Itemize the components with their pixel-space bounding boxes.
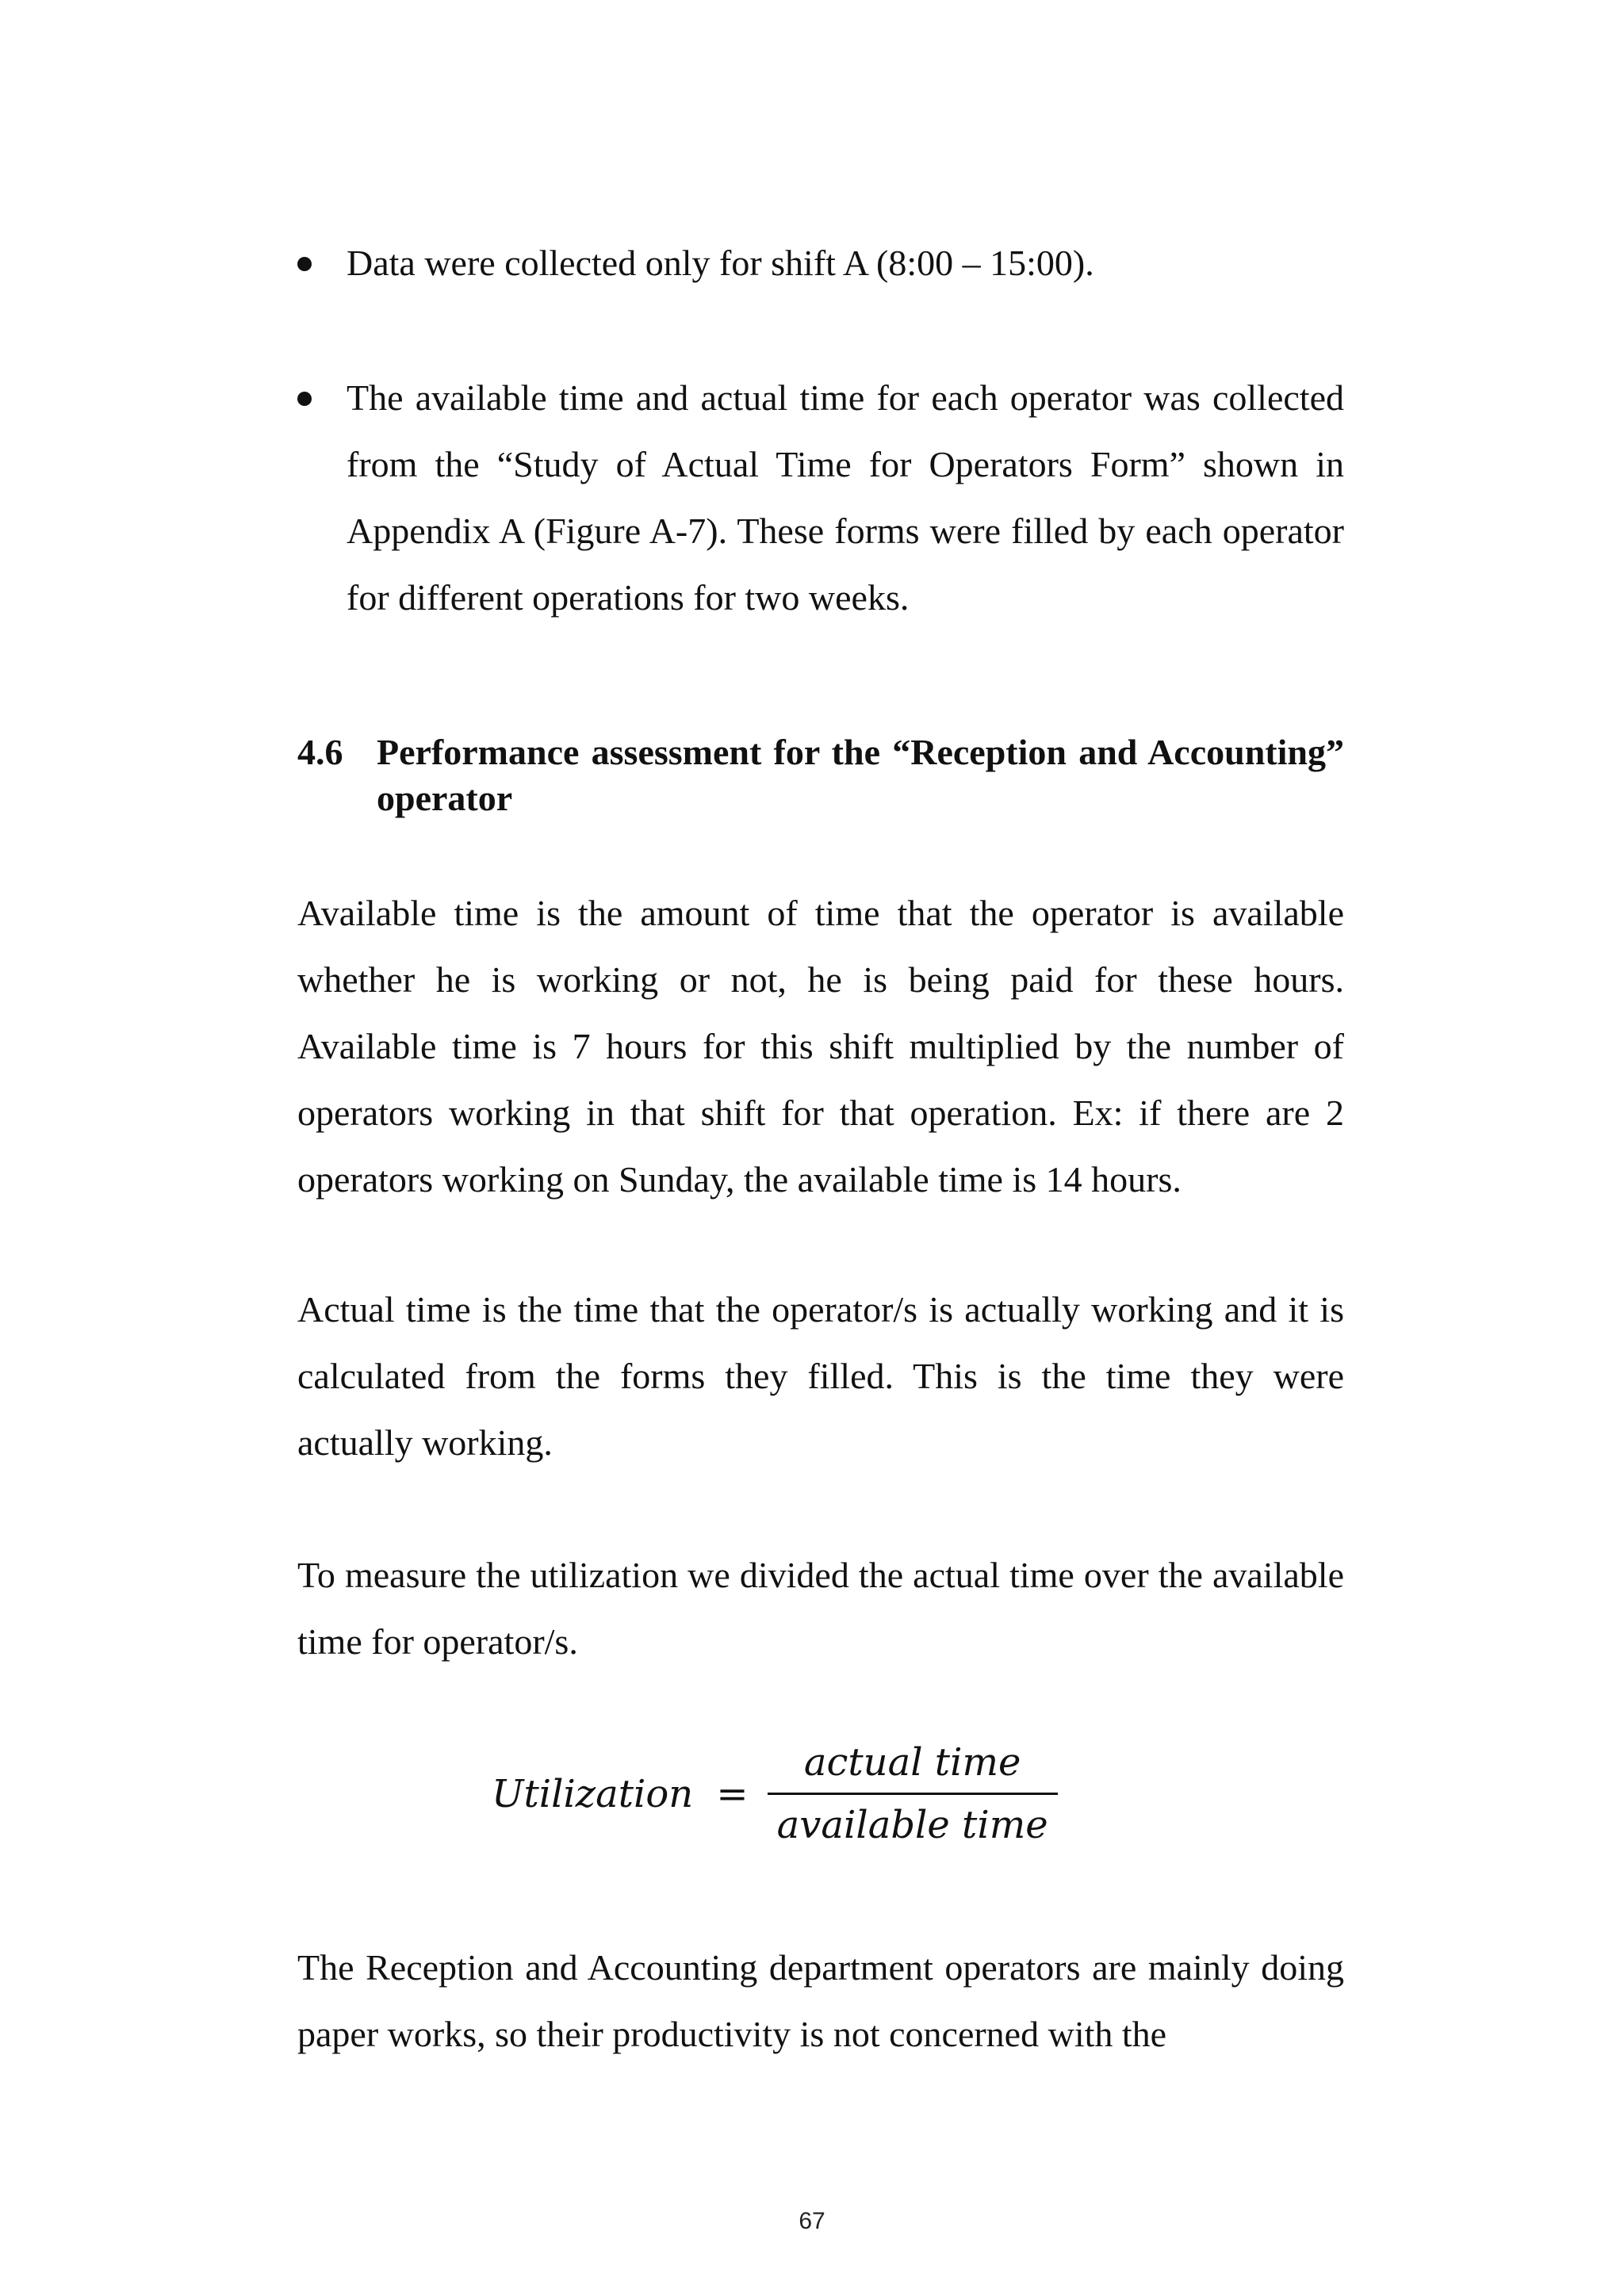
equation-operator: = bbox=[716, 1771, 749, 1816]
bullet-item bbox=[297, 365, 1344, 631]
bullet-item bbox=[297, 230, 1344, 297]
utilization-equation bbox=[492, 1740, 1058, 1847]
equation-numerator: actual time bbox=[803, 1740, 1021, 1785]
bullet-dot-icon bbox=[297, 392, 312, 406]
section-title: Performance assessment for the “Reception and Accounting” operator bbox=[377, 732, 1344, 818]
bullet-dot-icon bbox=[297, 257, 312, 271]
bullet-list bbox=[297, 230, 1344, 699]
equation-fraction bbox=[768, 1740, 1058, 1847]
section-number: 4.6 bbox=[297, 732, 343, 772]
equation-lhs-text: Utilization bbox=[492, 1771, 694, 1816]
page-number: 67 bbox=[799, 2208, 825, 2234]
paragraph-utilization-intro: To measure the utilization we divided the actual time over the available time for operator/s. bbox=[297, 1555, 1344, 1662]
paragraph-actual-time: Actual time is the time that the operator/s is actually working and it is calculated from the forms they filled. This is the time they were actually working. bbox=[297, 1289, 1344, 1463]
paragraph-available-time: Available time is the amount of time that the operator is available whether he is working or not, he is being paid for these hours. Available time is 7 hours for this shift multiplied by the number of operators working in that shift for that operation. Ex: if there are 2 operators working on Sunday, the available time is 14 hours. bbox=[297, 893, 1344, 1200]
section-heading bbox=[297, 729, 1344, 821]
bullet-text: The available time and actual time for each operator was collected from the “Study of Actual Time for Operators Form” shown in Appendix A (Figure A-7). These forms were filled by each operator for different operations for two weeks. bbox=[347, 377, 1344, 618]
paragraph-reception-accounting: The Reception and Accounting department operators are mainly doing paper works, so their productivity is not concerned with the bbox=[297, 1947, 1344, 2054]
bullet-text: Data were collected only for shift A (8:00 – 15:00). bbox=[347, 243, 1094, 283]
equation-denominator: available time bbox=[776, 1803, 1048, 1847]
equation-lhs bbox=[492, 1772, 749, 1816]
